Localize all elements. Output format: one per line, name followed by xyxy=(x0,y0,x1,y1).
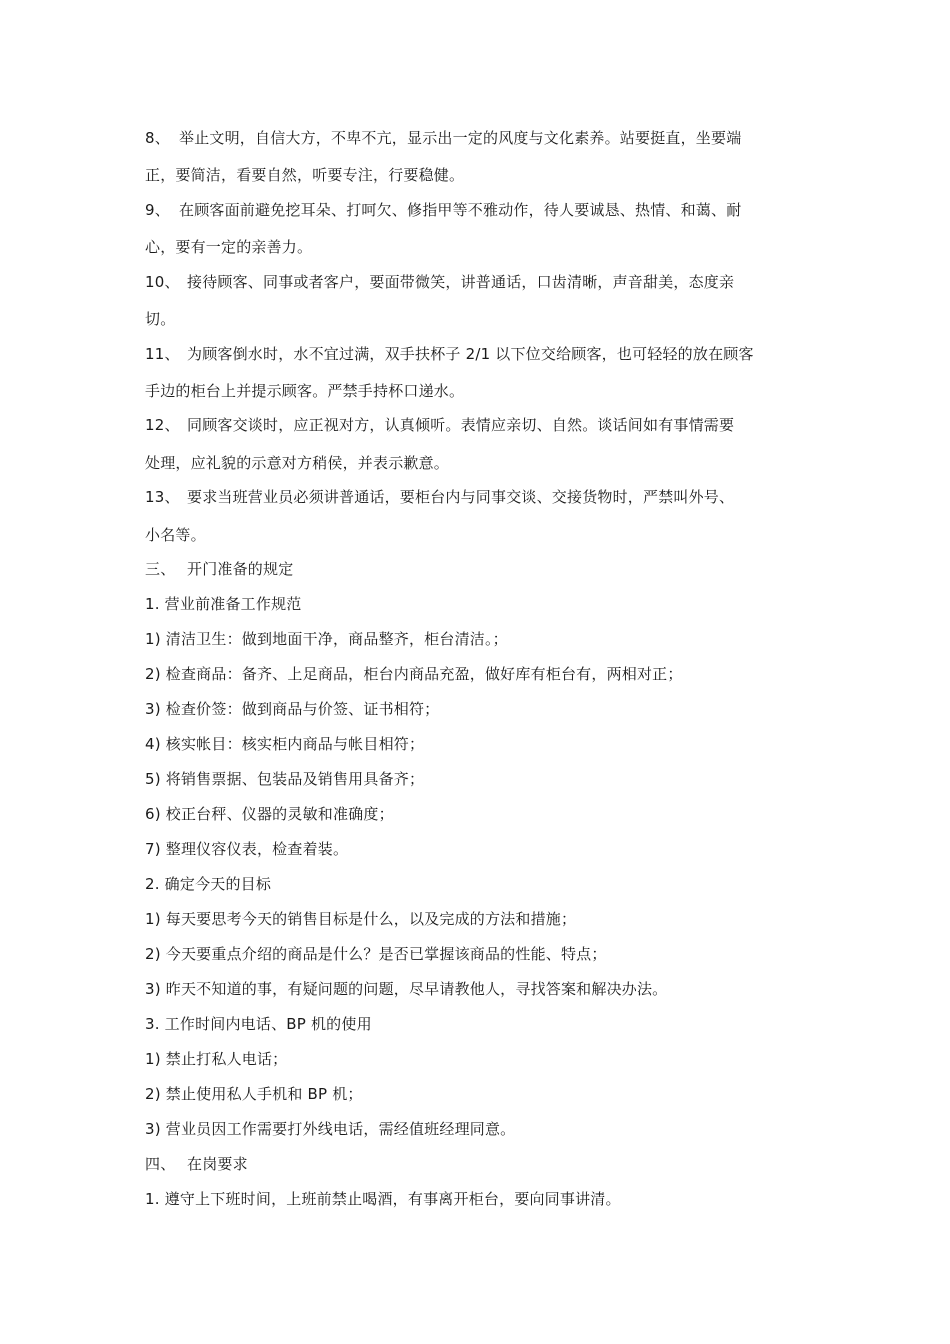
item-text: 同顾客交谈时，应正视对方，认真倾听。表情应亲切、自然。谈话间如有事情需要 xyxy=(187,416,735,434)
subsection-4-heading: 1. 遵守上下班时间，上班前禁止喝酒，有事离开柜台，要向同事讲清。 xyxy=(145,1190,621,1208)
item-text: 为顾客倒水时，水不宜过满，双手扶杯子 2/1 以下位交给顾客，也可轻轻的放在顾客 xyxy=(187,345,754,363)
item-text: 要求当班营业员必须讲普通话，要柜台内与同事交谈、交接货物时，严禁叫外号、 xyxy=(187,488,735,506)
sub3-item-1: 1) 禁止打私人电话； xyxy=(145,1050,288,1068)
section-number: 四、 xyxy=(145,1155,176,1173)
item-text: 在顾客面前避免挖耳朵、打呵欠、修指甲等不雅动作，待人要诚恳、热情、和蔼、耐 xyxy=(179,201,742,219)
item-11-line-2: 手边的柜台上并提示顾客。严禁手持杯口递水。 xyxy=(145,382,465,400)
item-text: 接待顾客、同事或者客户，要面带微笑，讲普通话，口齿清晰，声音甜美，态度亲 xyxy=(187,273,735,291)
section-number: 三、 xyxy=(145,560,176,578)
sub2-item-1: 1) 每天要思考今天的销售目标是什么，以及完成的方法和措施； xyxy=(145,910,577,928)
item-8-line-2: 正，要简洁，看要自然，听要专注，行要稳健。 xyxy=(145,166,465,184)
item-9-line-1 xyxy=(145,200,741,220)
sub1-item-7: 7) 整理仪容仪表，检查着装。 xyxy=(145,840,349,858)
sub1-item-5: 5) 将销售票据、包装品及销售用具备齐； xyxy=(145,770,425,788)
item-number: 13、 xyxy=(145,488,180,506)
subsection-1-heading: 1. 营业前准备工作规范 xyxy=(145,595,302,613)
section-title: 开门准备的规定 xyxy=(187,560,294,578)
sub1-item-2: 2) 检查商品：备齐、上足商品，柜台内商品充盈，做好库有柜台有，两相对正； xyxy=(145,665,683,683)
item-13-line-1 xyxy=(145,487,734,507)
sub1-item-6: 6) 校正台秤、仪器的灵敏和准确度； xyxy=(145,805,394,823)
item-number: 10、 xyxy=(145,273,180,291)
item-number: 8、 xyxy=(145,129,170,147)
sub2-item-2: 2) 今天要重点介绍的商品是什么？是否已掌握该商品的性能、特点； xyxy=(145,945,607,963)
sub1-item-4: 4) 核实帐目：核实柜内商品与帐目相符； xyxy=(145,735,425,753)
subsection-2-heading: 2. 确定今天的目标 xyxy=(145,875,272,893)
item-10-line-1 xyxy=(145,272,734,292)
item-number: 9、 xyxy=(145,201,170,219)
item-number: 12、 xyxy=(145,416,180,434)
item-12-line-1 xyxy=(145,415,734,435)
item-text: 举止文明，自信大方，不卑不亢，显示出一定的风度与文化素养。站要挺直，坐要端 xyxy=(179,129,742,147)
subsection-3-heading: 3. 工作时间内电话、BP 机的使用 xyxy=(145,1015,372,1033)
sub3-item-2: 2) 禁止使用私人手机和 BP 机； xyxy=(145,1085,363,1103)
section-3-heading xyxy=(145,559,293,579)
section-title: 在岗要求 xyxy=(187,1155,248,1173)
sub1-item-1: 1) 清洁卫生：做到地面干净，商品整齐，柜台清洁。； xyxy=(145,630,508,648)
sub1-item-3: 3) 检查价签：做到商品与价签、证书相符； xyxy=(145,700,440,718)
sub3-item-3: 3) 营业员因工作需要打外线电话，需经值班经理同意。 xyxy=(145,1120,516,1138)
item-11-line-1 xyxy=(145,344,754,364)
item-13-line-2: 小名等。 xyxy=(145,526,206,544)
section-4-heading xyxy=(145,1154,248,1174)
item-number: 11、 xyxy=(145,345,180,363)
item-9-line-2: 心，要有一定的亲善力。 xyxy=(145,238,313,256)
item-10-line-2: 切。 xyxy=(145,310,176,328)
item-8-line-1 xyxy=(145,128,741,148)
sub2-item-3: 3) 昨天不知道的事，有疑问题的问题，尽早请教他人，寻找答案和解决办法。 xyxy=(145,980,668,998)
item-12-line-2: 处理，应礼貌的示意对方稍侯，并表示歉意。 xyxy=(145,454,450,472)
